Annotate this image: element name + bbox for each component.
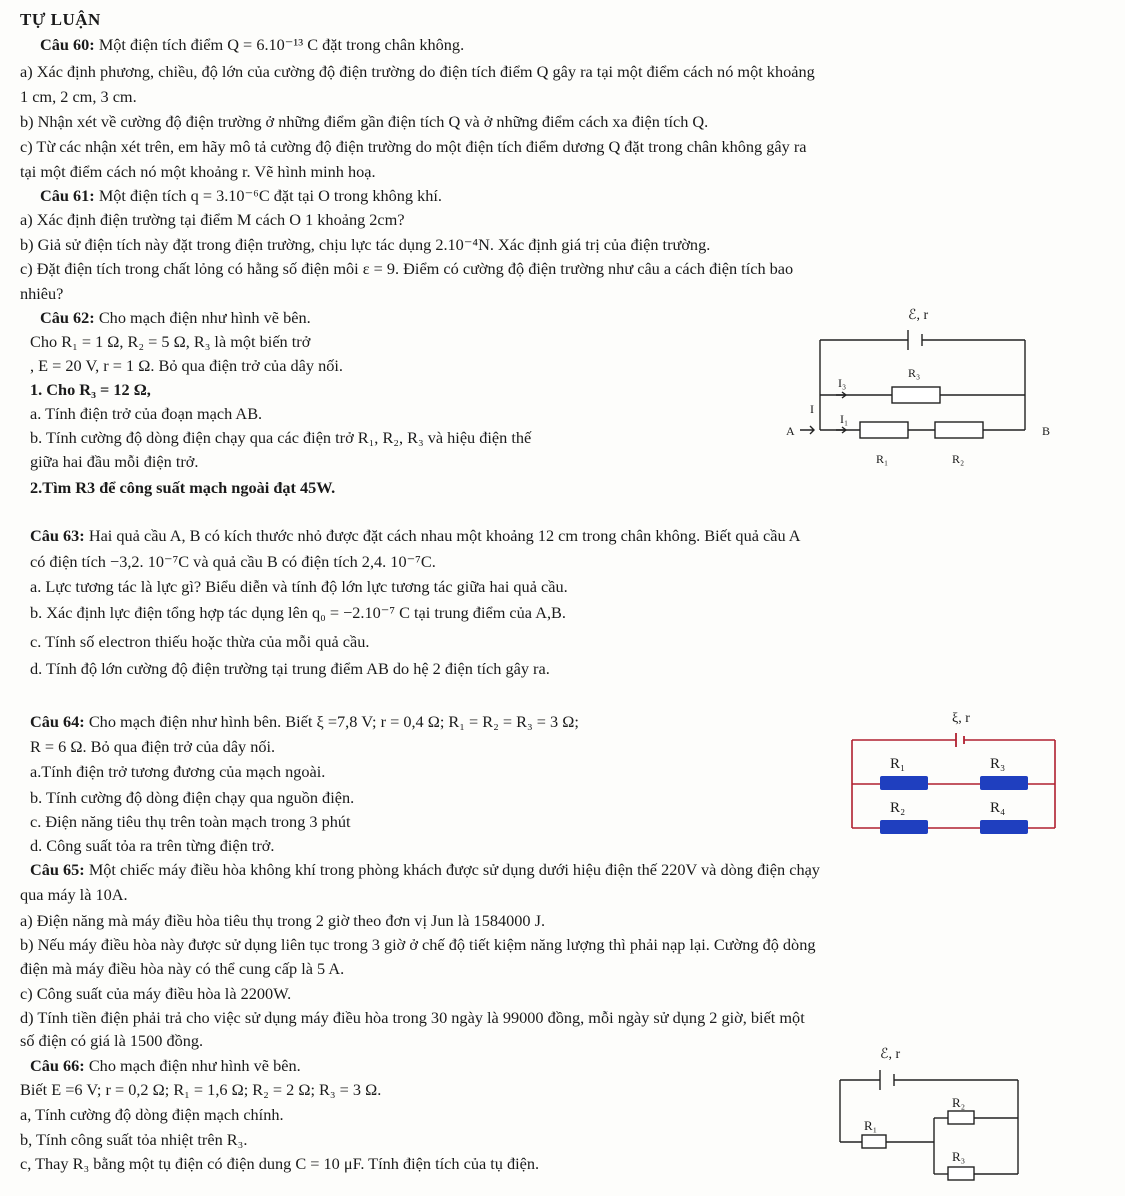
question-65-line1: Câu 65: Một chiếc máy điều hòa không khí trong phòng khách được sử dụng dưới hiệu điện thế 220V và dòng điện chạy xyxy=(30,860,820,879)
q65-part-d-line2: số điện có giá là 1500 đồng. xyxy=(20,1031,204,1050)
q60-part-a-line1: a) Xác định phương, chiều, độ lớn của cường độ điện trường do điện tích điểm Q gây ra tại một điểm cách nó một khoảng xyxy=(20,62,815,81)
q64-r3-label: R₃ xyxy=(990,756,1006,772)
q60-part-a-line2: 1 cm, 2 cm, 3 cm. xyxy=(20,87,137,106)
q63-part-a: a. Lực tương tác là lực gì? Biểu diễn và tính độ lớn lực tương tác giữa hai quả cầu. xyxy=(30,577,568,596)
q65-line2: qua máy là 10A. xyxy=(20,885,128,904)
q60-part-c-line1: c) Từ các nhận xét trên, em hãy mô tả cường độ điện trường do một điện tích điểm dương Q đặt trong chân không gây ra xyxy=(20,137,807,156)
q62-part-b-line1: b. Tính cường độ dòng điện chạy qua các điện trở R₁, R₂, R₃ và hiệu điện thế xyxy=(30,428,532,447)
q61-part-a: a) Xác định điện trường tại điểm M cách O 1 khoảng 2cm? xyxy=(20,210,405,229)
q62-part-b-line2: giữa hai đầu mỗi điện trở. xyxy=(30,452,199,471)
q66-r3-label: R₃ xyxy=(952,1149,966,1164)
q64-r2-label: R₂ xyxy=(890,800,906,816)
q65-part-c: c) Công suất của máy điều hòa là 2200W. xyxy=(20,984,292,1003)
q64-part-c: c. Điện năng tiêu thụ trên toàn mạch trong 3 phút xyxy=(30,812,351,831)
q63-line2: có điện tích −3,2. 10⁻⁷C và quả cầu B có điện tích 2,4. 10⁻⁷C. xyxy=(30,552,436,571)
q66-circuit-diagram xyxy=(830,1036,1030,1186)
q63-part-b: b. Xác định lực điện tổng hợp tác dụng lên q₀ = −2.10⁻⁷ C tại trung điểm của A,B. xyxy=(30,603,566,622)
q62-i-label: I xyxy=(810,402,814,416)
q66-r1-label: R₁ xyxy=(864,1118,878,1133)
q65-part-a: a) Điện năng mà máy điều hòa tiêu thụ trong 2 giờ theo đơn vị Jun là 1584000 J. xyxy=(20,911,546,930)
q61-part-b: b) Giả sử điện tích này đặt trong điện trường, chịu lực tác dụng 2.10⁻⁴N. Xác định giá trị của điện trường. xyxy=(20,235,711,254)
question-61-stem: Câu 61: Một điện tích q = 3.10⁻⁶C đặt tại O trong không khí. xyxy=(40,186,442,205)
question-62-stem: Câu 62: Cho mạch điện như hình vẽ bên. xyxy=(40,308,311,327)
q64-r1-label: R₁ xyxy=(890,756,906,772)
q62-given-line2: , E = 20 V, r = 1 Ω. Bỏ qua điện trở của dây nối. xyxy=(30,356,343,375)
q62-r1-label: R₁ xyxy=(876,452,889,466)
q62-given-line1: Cho R₁ = 1 Ω, R₂ = 5 Ω, R₃ là một biến trở xyxy=(30,332,311,351)
q66-part-b: b, Tính công suất tỏa nhiệt trên R₃. xyxy=(20,1130,248,1149)
q62-node-b: B xyxy=(1042,424,1051,438)
q61-part-c-line1: c) Đặt điện tích trong chất lỏng có hằng số điện môi ε = 9. Điểm có cường độ điện trường như câu a cách điện tích bao xyxy=(20,259,794,278)
q64-resistor-r1 xyxy=(880,776,928,790)
q62-i1-label: I₁ xyxy=(840,412,849,426)
q64-part-b: b. Tính cường độ dòng điện chạy qua nguồn điện. xyxy=(30,788,355,807)
q62-node-a: A xyxy=(786,424,795,438)
q64-resistor-r4 xyxy=(980,820,1028,834)
q64-part-a: a.Tính điện trở tương đương của mạch ngoài. xyxy=(30,762,326,781)
q64-r4-label: R₄ xyxy=(990,800,1006,816)
q64-circuit-diagram xyxy=(840,700,1065,835)
q62-part-a: a. Tính điện trở của đoạn mạch AB. xyxy=(30,404,263,423)
q62-circuit-diagram xyxy=(780,305,1080,485)
q64-part-d: d. Công suất tỏa ra trên từng điện trở. xyxy=(30,836,275,855)
q62-source-label: ℰ, r xyxy=(908,308,929,323)
question-label: Câu 63: xyxy=(30,526,85,545)
q65-part-b-line1: b) Nếu máy điều hòa này được sử dụng liên tục trong 3 giờ ở chế độ tiết kiệm năng lượng thì phải nạp lại. Cường độ dòng xyxy=(20,935,816,954)
q60-part-b: b) Nhận xét về cường độ điện trường ở những điểm gần điện tích Q và ở những điểm cách xa điện tích Q. xyxy=(20,112,709,131)
question-63-line1: Câu 63: Hai quả cầu A, B có kích thước nhỏ được đặt cách nhau một khoảng 12 cm trong chân không. Biết quả cầu A xyxy=(30,526,801,545)
q66-part-c: c, Thay R₃ bằng một tụ điện có điện dung C = 10 μF. Tính điện tích của tụ điện. xyxy=(20,1154,540,1173)
q62-i3-label: I₃ xyxy=(838,376,847,390)
q64-source-label: ξ, r xyxy=(952,711,970,726)
question-label: Câu 65: xyxy=(30,860,85,879)
q63-part-c: c. Tính số electron thiếu hoặc thừa của mỗi quả cầu. xyxy=(30,632,370,651)
q63-part-d: d. Tính độ lớn cường độ điện trường tại trung điểm AB do hệ 2 điện tích gây ra. xyxy=(30,659,550,678)
q62-part-2: 2.Tìm R3 để công suất mạch ngoài đạt 45W. xyxy=(30,478,336,497)
q60-part-c-line2: tại một điểm cách nó một khoảng r. Vẽ hình minh hoạ. xyxy=(20,162,376,181)
question-label: Câu 64: xyxy=(30,712,85,731)
q61-part-c-line2: nhiêu? xyxy=(20,284,64,303)
question-60-stem: Câu 60: Một điện tích điểm Q = 6.10⁻¹³ C đặt trong chân không. xyxy=(40,35,465,54)
q64-resistor-r3 xyxy=(980,776,1028,790)
question-label: Câu 61: xyxy=(40,186,95,205)
q66-r2-label: R₂ xyxy=(952,1095,966,1110)
q64-line2: R = 6 Ω. Bỏ qua điện trở của dây nối. xyxy=(30,737,276,756)
question-label: Câu 62: xyxy=(40,308,95,327)
q64-resistor-r2 xyxy=(880,820,928,834)
question-label: Câu 66: xyxy=(30,1056,85,1075)
q66-given: Biết E =6 V; r = 0,2 Ω; R₁ = 1,6 Ω; R₂ = 2 Ω; R₃ = 3 Ω. xyxy=(20,1080,382,1099)
q62-part-1: 1. Cho R₃ = 12 Ω, xyxy=(30,380,151,399)
question-label: Câu 60: xyxy=(40,35,95,54)
q65-part-b-line2: điện mà máy điều hòa này có thể cung cấp là 5 A. xyxy=(20,959,345,978)
q66-source-label: ℰ, r xyxy=(880,1047,901,1062)
q62-r3-label: R₃ xyxy=(908,366,921,380)
question-64-line1: Câu 64: Cho mạch điện như hình bên. Biết ξ =7,8 V; r = 0,4 Ω; R₁ = R₂ = R₃ = 3 Ω; xyxy=(30,712,579,731)
q62-r2-label: R₂ xyxy=(952,452,965,466)
q65-part-d-line1: d) Tính tiền điện phải trả cho việc sử dụng máy điều hòa trong 30 ngày là 99000 đồng, mỗi ngày sử dụng 2 giờ, biết một xyxy=(20,1008,805,1027)
section-heading: TỰ LUẬN xyxy=(20,10,101,29)
question-66-stem: Câu 66: Cho mạch điện như hình vẽ bên. xyxy=(30,1056,301,1075)
q66-part-a: a, Tính cường độ dòng điện mạch chính. xyxy=(20,1105,284,1124)
